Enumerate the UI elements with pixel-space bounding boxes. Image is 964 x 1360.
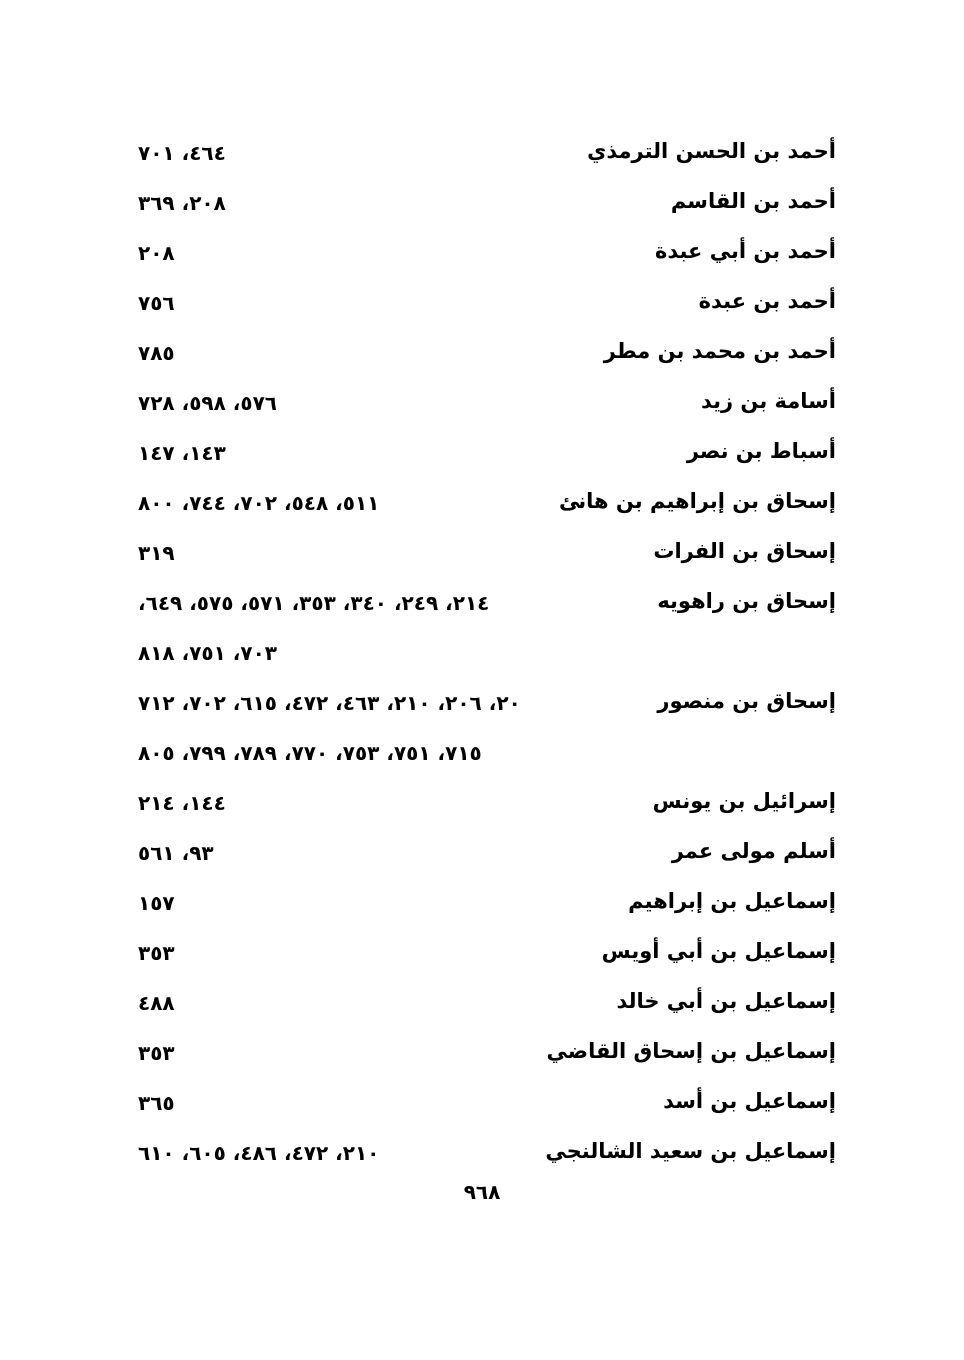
entry-pages: ٣٥٣: [138, 941, 175, 965]
entry-name: إسماعيل بن أبي أويس: [601, 939, 836, 963]
entry-name: أحمد بن أبي عبدة: [654, 239, 836, 263]
index-entry: [0, 1076, 964, 1126]
entry-pages: ٩٣، ٥٦١: [138, 841, 214, 865]
entry-name: أسامة بن زيد: [701, 389, 836, 413]
entry-name: إسحاق بن الفرات: [653, 539, 836, 563]
entry-name: إسماعيل بن إسحاق القاضي: [546, 1039, 836, 1063]
entry-pages: ١٥٧: [138, 891, 175, 915]
entry-pages: ٢٠، ٢٠٦، ٢١٠، ٤٦٣، ٤٧٢، ٦١٥، ٧٠٢، ٧١٢: [138, 691, 521, 715]
entry-name: أحمد بن محمد بن مطر: [603, 339, 836, 363]
index-entry: [0, 376, 964, 426]
entry-pages: ٣٥٣: [138, 1041, 175, 1065]
index-entry: [0, 226, 964, 276]
entry-pages: ٧٠٣، ٧٥١، ٨١٨: [138, 641, 277, 665]
entry-pages: ١٤٣، ١٤٧: [138, 441, 226, 465]
index-entry: [0, 776, 964, 826]
index-entry-continuation: [0, 626, 964, 676]
entry-pages: ١٤٤، ٢١٤: [138, 791, 226, 815]
entry-pages: ٢٠٨: [138, 241, 175, 265]
index-list: [0, 126, 964, 1176]
entry-pages: ٧٥٦: [138, 291, 175, 315]
entry-pages: ٤٨٨: [138, 991, 175, 1015]
page-number: ٩٦٨: [463, 1180, 501, 1204]
index-entry: [0, 676, 964, 726]
index-entry: [0, 1126, 964, 1176]
entry-pages: ٥١١، ٥٤٨، ٧٠٢، ٧٤٤، ٨٠٠: [138, 491, 380, 515]
entry-name: إسحاق بن إبراهيم بن هانئ: [559, 489, 836, 513]
entry-pages: ٢٠٨، ٣٦٩: [138, 191, 226, 215]
entry-pages: ٤٦٤، ٧٠١: [138, 141, 226, 165]
index-entry: [0, 826, 964, 876]
index-entry: [0, 326, 964, 376]
index-entry: [0, 976, 964, 1026]
entry-name: إسماعيل بن سعيد الشالنجي: [545, 1139, 836, 1163]
entry-name: أسباط بن نصر: [686, 439, 836, 463]
entry-name: أسلم مولى عمر: [671, 839, 836, 863]
index-entry: [0, 926, 964, 976]
entry-name: إسماعيل بن أسد: [663, 1089, 836, 1113]
index-entry: [0, 876, 964, 926]
entry-pages: ٣٦٥: [138, 1091, 175, 1115]
index-entry: [0, 576, 964, 626]
entry-pages: ٢١٠، ٤٧٢، ٤٨٦، ٦٠٥، ٦١٠: [138, 1141, 380, 1165]
entry-name: إسماعيل بن أبي خالد: [616, 989, 836, 1013]
entry-name: إسماعيل بن إبراهيم: [628, 889, 836, 913]
entry-name: إسرائيل بن يونس: [652, 789, 836, 813]
entry-name: إسحاق بن راهويه: [657, 589, 836, 613]
entry-pages: ٧٨٥: [138, 341, 175, 365]
entry-name: أحمد بن عبدة: [698, 289, 836, 313]
index-entry: [0, 276, 964, 326]
index-entry: [0, 476, 964, 526]
index-entry: [0, 126, 964, 176]
index-entry: [0, 1026, 964, 1076]
entry-name: إسحاق بن منصور: [657, 689, 836, 713]
index-entry-continuation: [0, 726, 964, 776]
entry-pages: ٥٧٦، ٥٩٨، ٧٢٨: [138, 391, 277, 415]
entry-pages: ٧١٥، ٧٥١، ٧٥٣، ٧٧٠، ٧٨٩، ٧٩٩، ٨٠٥: [138, 741, 482, 765]
index-entry: [0, 426, 964, 476]
entry-name: أحمد بن الحسن الترمذي: [587, 139, 836, 163]
entry-pages: ٢١٤، ٢٤٩، ٣٤٠، ٣٥٣، ٥٧١، ٥٧٥، ٦٤٩،: [138, 591, 490, 615]
index-entry: [0, 176, 964, 226]
index-entry: [0, 526, 964, 576]
entry-pages: ٣١٩: [138, 541, 175, 565]
entry-name: أحمد بن القاسم: [670, 189, 836, 213]
